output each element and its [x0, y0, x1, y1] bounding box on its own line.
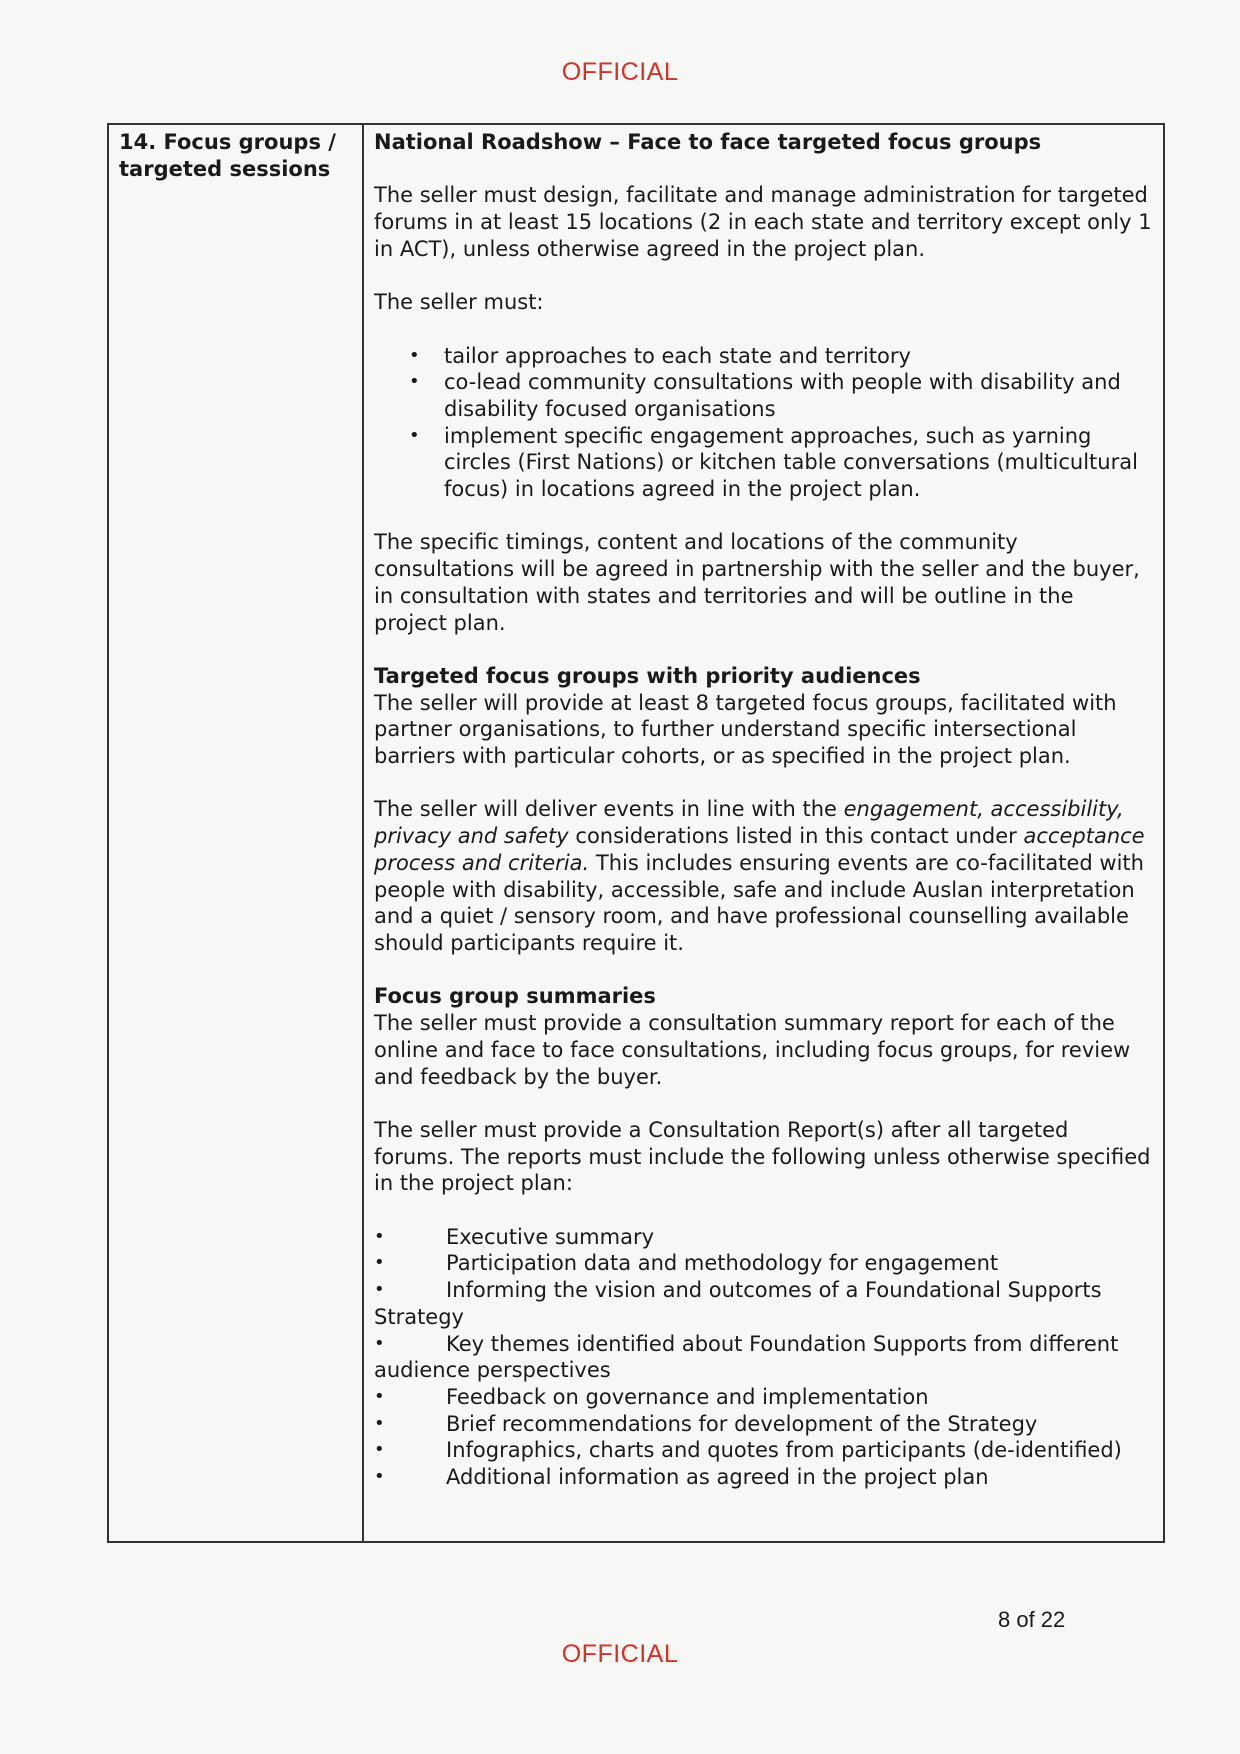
list-item: • co-lead community consultations with people with disability and disability focused organisations: [374, 369, 1153, 422]
heading-national-roadshow: National Roadshow – Face to face targeted focus groups: [374, 130, 1042, 154]
heading-focus-group-summaries: Focus group summaries: [374, 984, 656, 1009]
official-marking-top: OFFICIAL: [561, 58, 679, 86]
list-item: • tailor approaches to each state and territory: [374, 343, 1153, 370]
para-consultation-report: The seller must provide a Consultation Report(s) after all targeted forums. The reports must include the following unless otherwise specified in the project plan:: [374, 1117, 1151, 1196]
bullet-list-report-contents: [374, 1224, 1153, 1491]
list-item: • Infographics, charts and quotes from participants (de-identified): [374, 1437, 1153, 1464]
requirements-table-row: [107, 123, 1165, 1543]
para-timings: The specific timings, content and locations of the community consultations will be agreed in partnership with the seller and the buyer, in consultation with states and territories and will be outline in the project plan.: [374, 530, 1140, 635]
row-content-cell: [364, 125, 1163, 1541]
para-priority: The seller will provide at least 8 targeted focus groups, facilitated with partner organisations, to further understand specific intersectional barriers with particular cohorts, or as specified in the project plan.: [374, 690, 1117, 769]
heading-priority-audiences: Targeted focus groups with priority audiences: [374, 663, 921, 688]
row-label-cell: [109, 125, 364, 1541]
page-number: 8 of 22: [998, 1607, 1066, 1632]
list-item: • Additional information as agreed in the project plan: [374, 1464, 1153, 1491]
list-item: • Participation data and methodology for engagement: [374, 1250, 1153, 1277]
list-item: • Executive summary: [374, 1224, 1153, 1251]
list-item: • Key themes identified about Foundation Supports from different audience perspectives: [374, 1331, 1153, 1384]
list-item: • Brief recommendations for development of the Strategy: [374, 1411, 1153, 1438]
list-item: • Feedback on governance and implementation: [374, 1384, 1153, 1411]
row-label: 14. Focus groups / targeted sessions: [119, 130, 336, 181]
bullet-list-approaches: [374, 343, 1153, 503]
list-item: • implement specific engagement approaches, such as yarning circles (First Nations) or kitchen table conversations (multicultural focus) in locations agreed in the project plan.: [374, 423, 1153, 503]
list-item: • Informing the vision and outcomes of a Foundational Supports Strategy: [374, 1277, 1153, 1330]
official-marking-bottom: OFFICIAL: [561, 1640, 679, 1668]
para-seller-must: The seller must:: [374, 290, 544, 315]
para-deliver-events: The seller will deliver events in line with the engagement, accessibility, privacy and safety considerations listed in this contact under acceptance process and criteria. This includes ensuring events are co-facilitated with people with disability, accessible, safe and include Auslan interpretation and a quiet / sensory room, and have professional counselling available should participants require it.: [374, 797, 1145, 955]
para-summaries: The seller must provide a consultation summary report for each of the online and face to face consultations, including focus groups, for review and feedback by the buyer.: [374, 1011, 1131, 1089]
para-intro: The seller must design, facilitate and manage administration for targeted forums in at least 15 locations (2 in each state and territory except only 1 in ACT), unless otherwise agreed in the project plan.: [374, 183, 1152, 261]
